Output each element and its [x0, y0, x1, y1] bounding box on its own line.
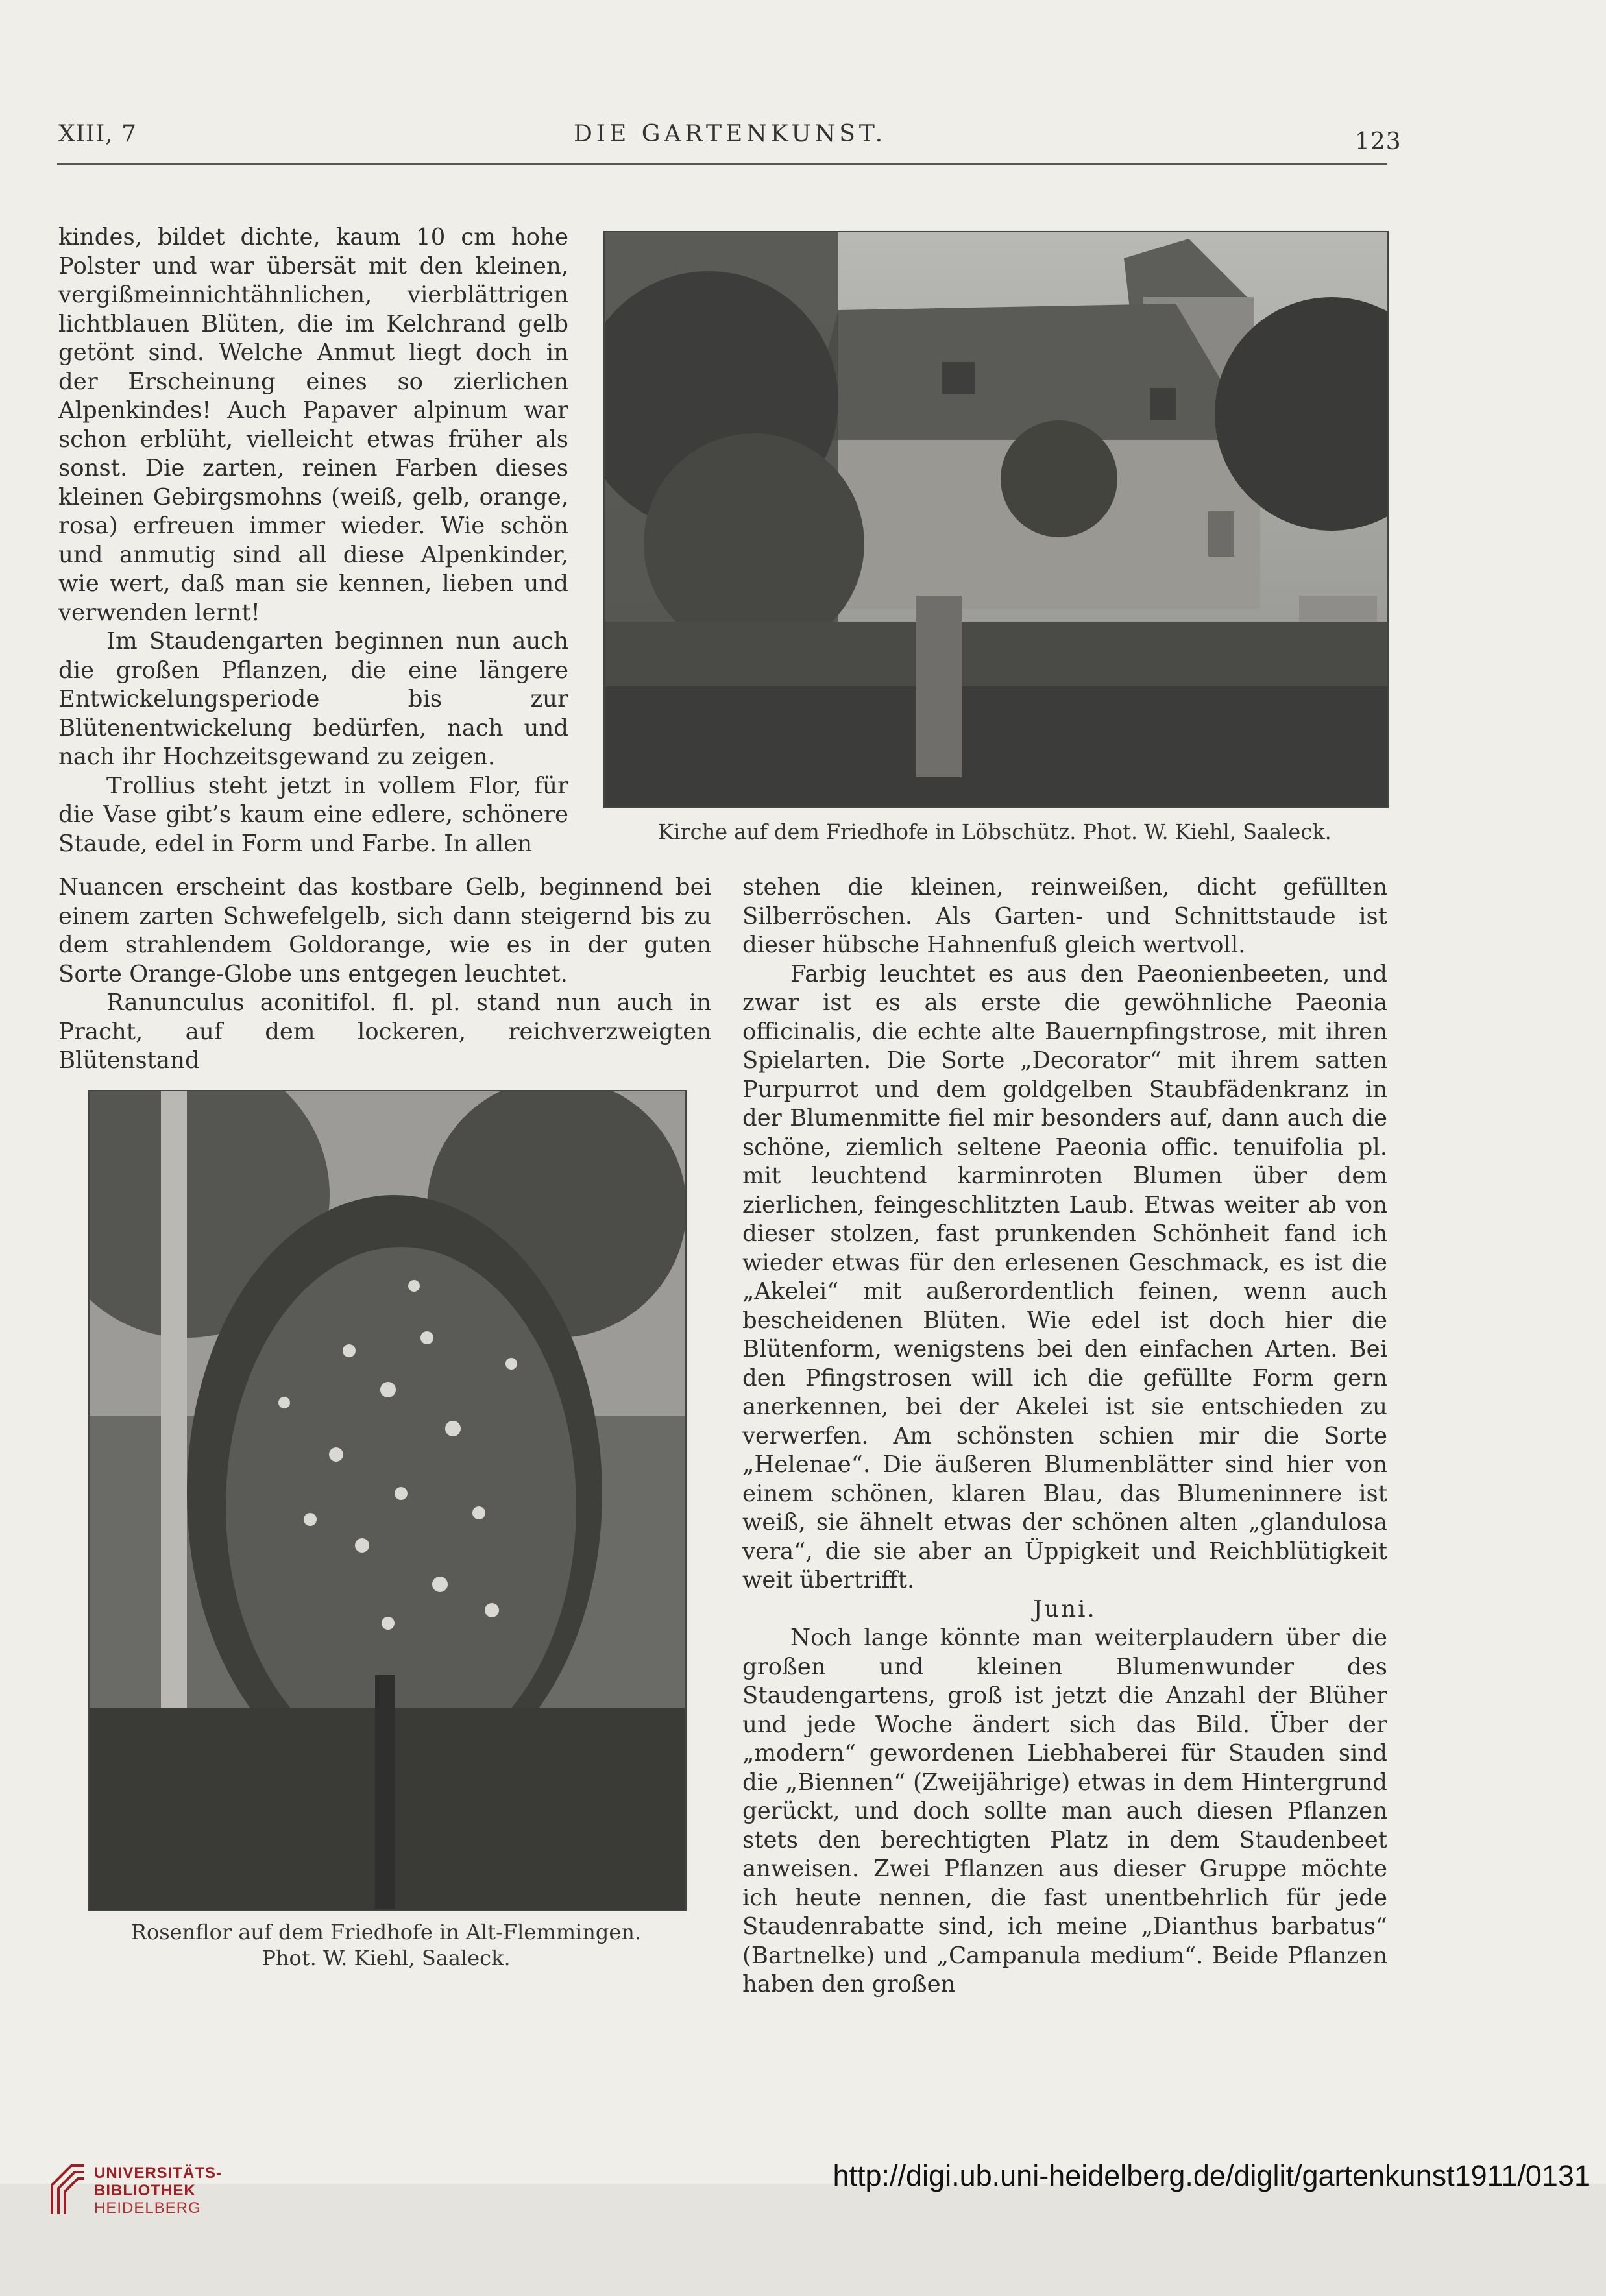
- paragraph: Im Staudengarten beginnen nun auch die großen Pflanzen, die eine längere Entwickelungsperiode bis zur Blütenentwickelung bedürfen, nach und nach ihr Hochzeitsgewand zu zeigen.: [58, 628, 568, 770]
- volume-issue: XIII, 7: [58, 121, 138, 147]
- footer-bar: [0, 2184, 1606, 2296]
- logo-line: UNIVERSITÄTS-: [94, 2164, 223, 2182]
- church-photo-image: [605, 232, 1387, 807]
- paragraph: Trollius steht jetzt in vollem Flor, für die Vase gibt’s kaum eine edlere, schönere Staude, edel in Form und Farbe. In allen: [58, 772, 568, 857]
- roses-caption-title: Rosenflor auf dem Friedhofe in Alt-Flemmingen.: [130, 1920, 642, 1944]
- roses-caption: [65, 1919, 707, 1971]
- left-column-top: [58, 223, 568, 858]
- paragraph: Noch lange könnte man weiterplaudern über die großen und kleinen Blumenwunder des Staudengartens, groß ist jetzt die Anzahl der Blüher und jede Woche ändert sich das Bild. Über der „modern“ gewordenen Liebhaberei für Stauden sind die „Biennen“ (Zweijährige) etwas in dem Hintergrund gerückt, und doch sollte man auch diesen Pflanzen stets den berechtigten Platz in dem Staudenbeet anweisen. Zwei Pflanzen aus dieser Gruppe möchte ich heute nennen, die fast unentbehrlich für jede Staudenrabatte sind, ich meine „Dianthus barbatus“ (Bartnelke) und „Campanula medium“. Beide Pflanzen haben den großen: [742, 1625, 1387, 1998]
- header-rule: [57, 163, 1387, 165]
- church-photo: [603, 231, 1389, 808]
- roses-photo: [88, 1090, 687, 1911]
- paragraph: Farbig leuchtet es aus den Paeonienbeeten, und zwar ist es als erste die gewöhnliche Paeonia officinalis, die echte alte Bauernpfingstrose, mit ihren Spielarten. Die Sorte „Decorator“ mit ihrem satten Purpurrot und dem goldgelben Staubfädenkranz in der Blumenmitte fiel mir besonders auf, dann auch die schöne, ziemlich seltene Paeonia offic. tenuifolia pl. mit leuchtend karminroten Blumen über dem zierlichen, feingeschlitzten Laub. Etwas weiter ab von dieser stolzen, fast prunkenden Schönheit fand ich wieder etwas für den erlesenen Geschmack, es ist die „Akelei“ mit außerordentlich feinen, wenn auch bescheidenen Blüten. Wie edel ist doch hier die Blütenform, wenigstens bei den einfachen Arten. Bei den Pfingstrosen will ich die gefüllte Form gern anerkennen, bei der Akelei ist sie entschieden zu verwerfen. Am schönsten schien mir die Sorte „Helenae“. Die äußeren Blumenblätter sind hier von einem schönen, klaren Blau, das Blumeninnere ist weiß, sie ähnelt etwas der schönen alten „glandulosa vera“, die sie aber an Üppigkeit und Reichblütigkeit weit übertrifft.: [742, 960, 1387, 1593]
- library-logo-icon: [49, 2159, 88, 2220]
- paragraph: Ranunculus aconitifol. fl. pl. stand nun auch in Pracht, auf dem lockeren, reichverzweigten Blütenstand: [58, 989, 711, 1074]
- section-heading: Juni.: [1033, 1595, 1097, 1623]
- church-caption: Kirche auf dem Friedhofe in Löbschütz. Phot. W. Kiehl, Saaleck.: [658, 819, 1332, 844]
- logo-line: BIBLIOTHEK: [94, 2182, 196, 2199]
- logo-line: HEIDELBERG: [94, 2199, 201, 2217]
- left-column-full: [58, 873, 711, 1076]
- paragraph: Nuancen erscheint das kostbare Gelb, beginnend bei einem zarten Schwefelgelb, sich dann steigernd bis zu dem strahlendem Goldorange, wie es in der guten Sorte Orange-Globe uns entgegen leuchtet.: [58, 874, 711, 987]
- roses-photo-image: [90, 1091, 685, 1910]
- library-logo-text: [94, 2164, 222, 2217]
- paragraph: stehen die kleinen, reinweißen, dicht gefüllten Silberröschen. Als Garten- und Schnittstaude ist dieser hübsche Hahnenfuß gleich wertvoll.: [742, 874, 1387, 958]
- right-column: [742, 873, 1387, 2000]
- page-number: 123: [1355, 128, 1402, 155]
- paragraph: kindes, bildet dichte, kaum 10 cm hohe Polster und war übersät mit den kleinen, vergißmeinnichtähnlichen, vierblättrigen lichtblauen Blüten, die im Kelchrand gelb getönt sind. Welche Anmut liegt doch in der Erscheinung eines so zierlichen Alpenkindes! Auch Papaver alpinum war schon erblüht, vielleicht etwas früher als sonst. Die zarten, reinen Farben dieses kleinen Gebirgsmohns (weiß, gelb, orange, rosa) erfreuen immer wieder. Wie schön und anmutig sind all diese Alpenkinder, wie wert, daß man sie kennen, lieben und verwenden lernt!: [58, 224, 568, 626]
- roses-caption-credit: Phot. W. Kiehl, Saaleck.: [262, 1946, 511, 1970]
- journal-title: DIE GARTENKUNST.: [573, 121, 887, 147]
- source-url[interactable]: http://digi.ub.uni-heidelberg.de/diglit/gartenkunst1911/0131: [833, 2159, 1590, 2192]
